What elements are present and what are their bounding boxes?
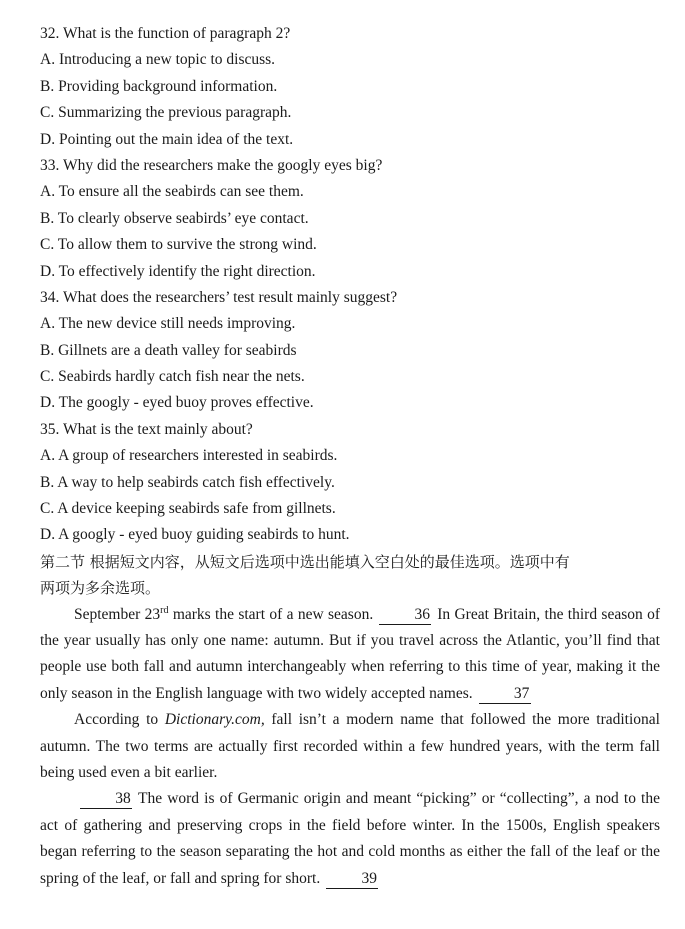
option-b: B. To clearly observe seabirds’ eye contact. bbox=[40, 209, 309, 227]
passage-paragraph-1: September 23rd marks the start of a new season. 36 In Great Britain, the third season of the year usually has only one name: autumn. But if you travel across the Atlantic, you’ll find that people use both fall and autumn interchangeably when referring to this time of year, making it the only season in the English language with two widely accepted names. 37 bbox=[40, 604, 660, 702]
option-c: C. A device keeping seabirds safe from gillnets. bbox=[40, 500, 336, 518]
question-stem: 34. What does the researchers’ test result mainly suggest? bbox=[40, 288, 398, 306]
question-stem: 33. Why did the researchers make the googly eyes big? bbox=[40, 156, 383, 174]
option-a: A. To ensure all the seabirds can see them. bbox=[40, 183, 304, 201]
option-c: C. To allow them to survive the strong wind. bbox=[40, 236, 317, 254]
question-33 bbox=[40, 153, 660, 285]
question-35 bbox=[40, 417, 660, 549]
option-c: C. Summarizing the previous paragraph. bbox=[40, 104, 292, 122]
blank-39: 39 bbox=[326, 870, 378, 889]
option-a: A. Introducing a new topic to discuss. bbox=[40, 51, 276, 69]
option-b: B. Gillnets are a death valley for seabirds bbox=[40, 341, 297, 359]
section-heading-line-2: 两项为多余选项。 bbox=[40, 579, 161, 598]
option-c: C. Seabirds hardly catch fish near the nets. bbox=[40, 368, 305, 386]
exam-page bbox=[40, 21, 660, 892]
option-a: A. A group of researchers interested in seabirds. bbox=[40, 447, 338, 465]
section-heading-line-1: 第二节 根据短文内容，从短文后选项中选出能填入空白处的最佳选项。选项中有 bbox=[40, 552, 570, 571]
question-34 bbox=[40, 285, 660, 417]
option-d: D. Pointing out the main idea of the text. bbox=[40, 130, 294, 148]
question-stem: 35. What is the text mainly about? bbox=[40, 420, 253, 438]
blank-37: 37 bbox=[479, 685, 531, 704]
option-b: B. A way to help seabirds catch fish effectively. bbox=[40, 473, 335, 491]
ordinal-suffix: rd bbox=[160, 604, 169, 616]
option-d: D. A googly - eyed buoy guiding seabirds to hunt. bbox=[40, 526, 350, 544]
option-d: D. To effectively identify the right direction. bbox=[40, 262, 316, 280]
option-a: A. The new device still needs improving. bbox=[40, 315, 296, 333]
option-d: D. The googly - eyed buoy proves effective. bbox=[40, 394, 314, 412]
passage-paragraph-3: 38 The word is of Germanic origin and meant “picking” or “collecting”, a nod to the act of gathering and preserving crops in the field before winter. In the 1500s, English speakers began referring to the season separating the hot and cold months as either the fall of the leaf or the spring of the leaf, or fall and spring for short. 39 bbox=[40, 790, 660, 887]
question-32 bbox=[40, 21, 660, 153]
blank-38: 38 bbox=[80, 790, 132, 809]
source-name: Dictionary.com, bbox=[164, 711, 265, 729]
question-stem: 32. What is the function of paragraph 2? bbox=[40, 25, 291, 42]
passage-paragraph-2: According to Dictionary.com, fall isn’t a modern name that followed the more traditional autumn. The two terms are actually first recorded within a few hundred years, with the term fall being used even a bit earlier. bbox=[40, 711, 660, 782]
blank-36: 36 bbox=[379, 606, 431, 625]
option-b: B. Providing background information. bbox=[40, 77, 278, 95]
passage bbox=[40, 602, 660, 892]
